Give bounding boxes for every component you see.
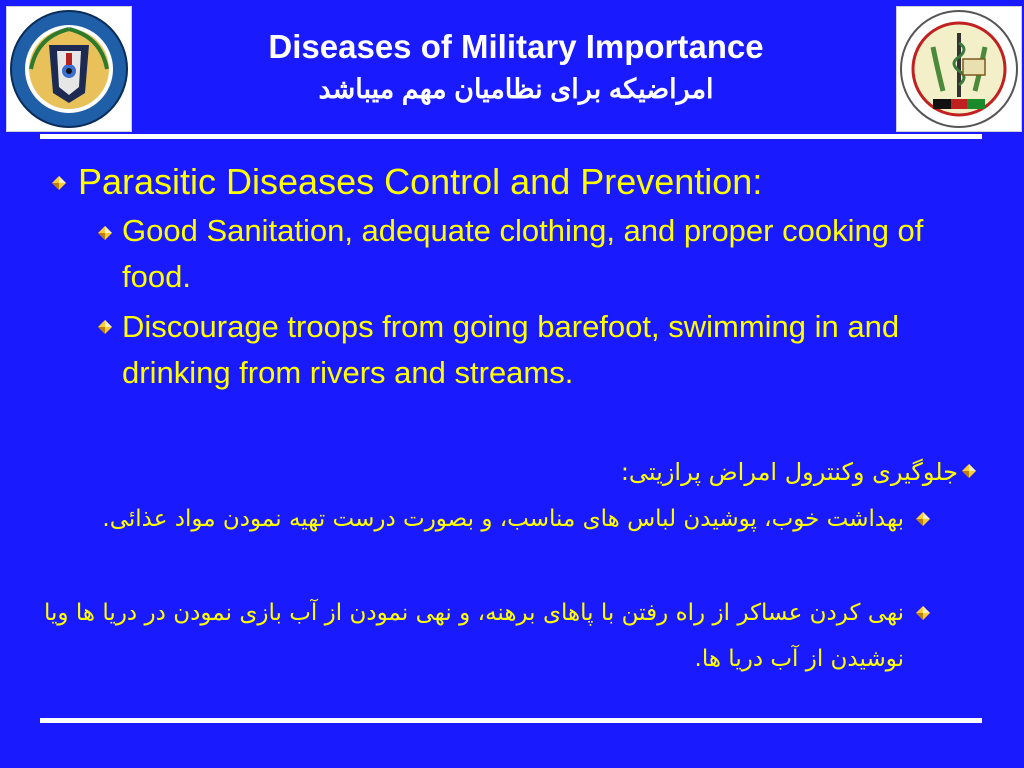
bullet-icon bbox=[916, 606, 930, 620]
english-heading: Parasitic Diseases Control and Prevention: bbox=[78, 161, 763, 202]
bullet-icon bbox=[98, 320, 112, 334]
bottom-divider bbox=[40, 718, 982, 723]
bullet-icon bbox=[962, 464, 976, 478]
dari-item: بهداشت خوب، پوشیدن لباس های مناسب، و بصورت درست تهیه نمودن مواد عذائی. bbox=[102, 506, 904, 532]
bullet-icon bbox=[916, 512, 930, 526]
ministry-emblem-logo bbox=[6, 6, 132, 132]
bullet-icon bbox=[98, 226, 112, 240]
slide-subtitle: امراضیکه برای نظامیان مهم میباشد bbox=[318, 74, 714, 104]
slide-title: Diseases of Military Importance bbox=[268, 28, 764, 65]
dari-heading: جلوگیری وکنترول امراض پرازیتی: bbox=[620, 458, 958, 486]
english-item: Good Sanitation, adequate clothing, and proper cooking of food. bbox=[122, 213, 924, 294]
medical-command-emblem-logo bbox=[896, 6, 1022, 132]
top-divider bbox=[40, 134, 982, 139]
english-item: Discourage troops from going barefoot, swimming in and drinking from rivers and streams. bbox=[122, 309, 900, 390]
dari-item: نهی کردن عساکر از راه رفتن با پاهای برهنه، و نهی نمودن از آب بازی نمودن در دریا ها ویا نوشیدن از آب دریا ها. bbox=[44, 600, 904, 672]
bullet-icon bbox=[52, 176, 66, 190]
